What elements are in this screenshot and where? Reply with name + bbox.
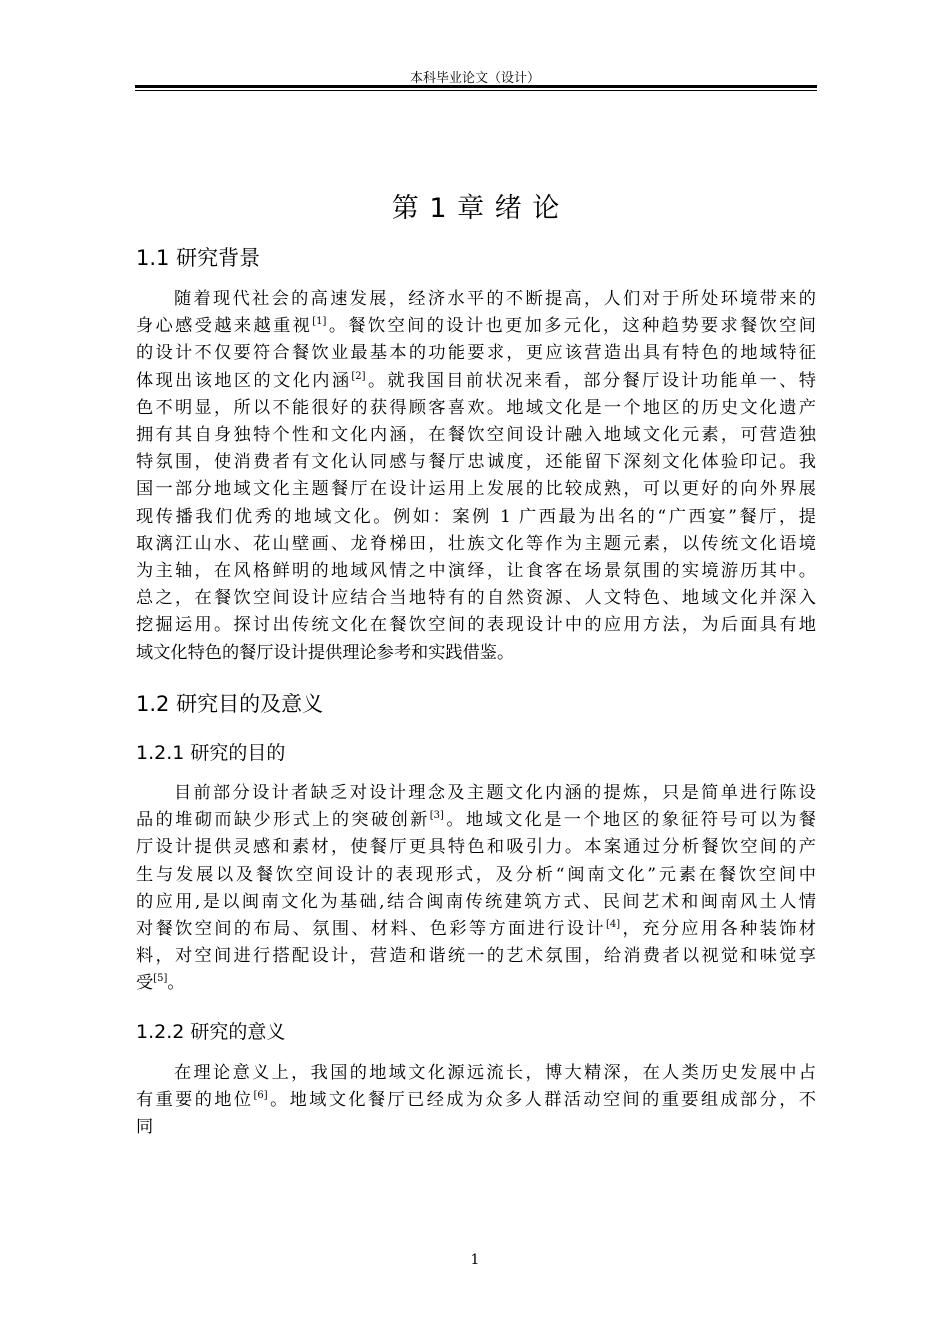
text-line: 厅设计提供灵感和素材，使餐厅更具特色和吸引力。本案通过分析餐饮空间的产 [136, 837, 816, 858]
text-line: 现传播我们优秀的地域文化。例如：案例 1 广西最为出名的“广西宴”餐厅，提 [136, 506, 816, 527]
chapter-title: 第 1 章 绪 论 [391, 193, 561, 224]
section-heading-1-2: 1.2 研究目的及意义 [136, 692, 324, 716]
paragraph-background [136, 286, 816, 667]
page-number: 1 [470, 1252, 480, 1268]
text-line: 总之，在餐饮空间设计应结合当地特有的自然资源、人文特色、地域文化并深入 [136, 588, 816, 609]
text-line [136, 916, 816, 943]
text-line: 特氛围，使消费者有文化认同感与餐厅忠诚度，还能留下深刻文化体验印记。我 [136, 452, 816, 473]
section-heading-1-1: 1.1 研究背景 [136, 246, 261, 270]
text-line: 在理论意义上，我国的地域文化源远流长，博大精深，在人类历史发展中占 [174, 1063, 816, 1083]
paragraph-significance [136, 1060, 816, 1142]
text-line [136, 313, 816, 340]
citation-ref: [3] [429, 810, 444, 822]
text-line [136, 807, 816, 834]
citation-ref: [2] [351, 370, 366, 382]
text-line: 的应用,是以闽南文化为基础,结合闽南传统建筑方式、民间艺术和闽南风土人情 [136, 891, 816, 912]
text-line: 域文化特色的餐厅设计提供理论参考和实践借鉴。 [136, 642, 515, 663]
text-line [136, 970, 816, 997]
section-heading-1-2-1: 1.2.1 研究的目的 [136, 742, 286, 764]
citation-ref: [1] [312, 316, 327, 328]
text-line: 随着现代社会的高速发展，经济水平的不断提高，人们对于所处环境带来的 [174, 289, 816, 309]
text-line: 生与发展以及餐饮空间设计的表现形式，及分析“闽南文化”元素在餐饮空间中 [136, 864, 816, 885]
text-line: 取漓江山水、花山壁画、龙脊梯田，壮族文化等作为主题元素，以传统文化语境 [136, 533, 816, 554]
text-line: 料，对空间进行搭配设计，营造和谐统一的艺术氛围，给消费者以视觉和味觉享 [136, 946, 816, 967]
paragraph-purpose [136, 780, 816, 998]
page-header-title: 本科毕业论文（设计） [409, 71, 540, 86]
citation-ref: [5] [153, 973, 168, 985]
text-run: 。餐饮空间的设计也更加多元化，这种趋势要求餐饮空间 [326, 316, 816, 337]
citation-ref: [6] [253, 1090, 268, 1102]
text-run: 体现出该地区的文化内涵 [136, 370, 352, 391]
citation-ref: [4] [605, 919, 621, 931]
header-rule-thick [135, 85, 817, 88]
text-run: 受 [136, 973, 154, 994]
text-run: ，充分应用各种装饰材 [620, 919, 816, 940]
header-rule-thin [135, 90, 817, 91]
text-run: 有重要的地位 [136, 1090, 254, 1111]
text-line: 为主轴，在风格鲜明的地域风情之中演绎，让食客在场景氛围的实境游历其中。 [136, 561, 816, 582]
text-line [136, 368, 816, 395]
text-line: 挖掘运用。探讨出传统文化在餐饮空间的表现设计中的应用方法，为后面具有地 [136, 615, 816, 636]
text-run: 品的堆砌而缺少形式上的突破创新 [136, 810, 430, 831]
text-run: 对餐饮空间的布局、氛围、材料、色彩等方面进行设计 [136, 919, 606, 940]
text-run: 。地域文化是一个地区的象征符号可以为餐 [443, 810, 816, 831]
text-run: 。就我国目前状况来看，部分餐厅设计功能单一、特 [365, 370, 816, 391]
text-line: 同 [136, 1117, 154, 1138]
text-run: 身心感受越来越重视 [136, 316, 313, 337]
text-line [136, 1087, 816, 1114]
text-line: 目前部分设计者缺乏对设计理念及主题文化内涵的提炼，只是简单进行陈设 [174, 783, 816, 803]
text-line: 拥有其自身独特个性和文化内涵，在餐饮空间设计融入地域文化元素，可营造独 [136, 425, 816, 446]
text-line: 色不明显，所以不能很好的获得顾客喜欢。地域文化是一个地区的历史文化遗产 [136, 397, 816, 418]
section-heading-1-2-2: 1.2.2 研究的意义 [136, 1021, 286, 1043]
text-run: 。 [167, 973, 185, 994]
text-line: 国一部分地域文化主题餐厅在设计运用上发展的比较成熟，可以更好的向外界展 [136, 479, 816, 500]
text-line: 的设计不仅要符合餐饮业最基本的功能要求，更应该营造出具有特色的地域特征 [136, 343, 816, 364]
text-run: 。地域文化餐厅已经成为众多人群活动空间的重要组成部分，不 [267, 1090, 816, 1111]
